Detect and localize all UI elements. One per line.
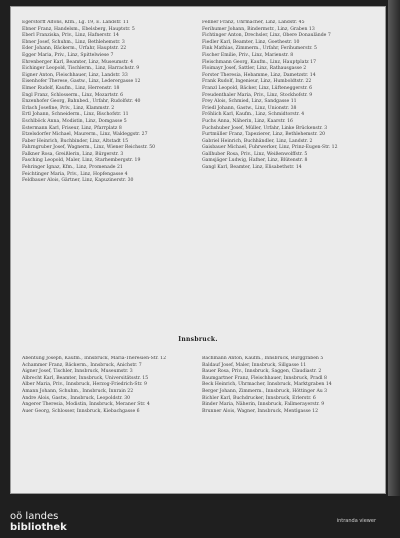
logo-line-2: bibliothek <box>10 522 67 533</box>
library-logo[interactable] <box>10 512 67 533</box>
directory-entry: Gaisbauer Michael, Fuhrwerker, Linz, Prinz-Eugen-Str. 12 <box>202 145 338 151</box>
directory-entry: Ertl Johann, Schneiderm., Linz, Bischofstr. 11 <box>22 112 129 118</box>
directory-entry: Fuchshuber Josef, Müller, Urfahr, Linke Brückenstr. 3 <box>202 125 328 131</box>
directory-entry: Forster Theresia, Hebamme, Linz, Dametzstr. 14 <box>202 72 316 78</box>
directory-entry: Engl Franz, Schlosserm., Linz, Mozartstr. 6 <box>22 92 124 98</box>
directory-entry: Baldauf Josef, Maler, Innsbruck, Sillgasse 11 <box>202 362 307 368</box>
directory-entry: Achammer Franz, Bäckerm., Innsbruck, Anichstr. 7 <box>22 362 142 368</box>
directory-entry: Faber Heinrich, Buchbinder, Linz, Altstadt 15 <box>22 138 129 144</box>
directory-entry: Angerer Theresia, Modistin, Innsbruck, Meraner Str. 4 <box>22 402 150 408</box>
directory-entry: Feldbauer Alois, Gärtner, Linz, Kapuzinerstr. 30 <box>22 178 134 184</box>
directory-entry: Eder Johann, Bäckerm., Urfahr, Hauptstr. 22 <box>22 46 127 52</box>
directory-entry: Fasching Leopold, Maler, Linz, Starhembergstr. 19 <box>22 158 141 164</box>
directory-entry: Bachmann Anton, Kaufm., Innsbruck, Burggraben 5 <box>202 356 324 361</box>
directory-entry: Albrecht Karl, Beamter, Innsbruck, Universitätsstr. 15 <box>22 375 149 381</box>
directory-entry: Gallhuber Rosa, Priv., Linz, Weißenwolffstr. 5 <box>202 151 308 157</box>
directory-entry: Fischer Emilie, Priv., Linz, Marienstr. 8 <box>202 52 294 58</box>
directory-entry: Fiedler Karl, Beamter, Linz, Goethestr. 10 <box>202 39 300 45</box>
directory-entry: Ehrenberger Karl, Beamter, Linz, Museumstr. 4 <box>22 59 134 65</box>
directory-entry: Fahrngruber Josef, Wagnerm., Linz, Wiener Reichsstr. 50 <box>22 145 156 151</box>
lower-columns <box>22 356 374 486</box>
directory-entry: Binder Maria, Näherin, Innsbruck, Fallmerayerstr. 9 <box>202 402 325 408</box>
directory-entry: Fuchs Anna, Näherin, Linz, Kaarstr. 16 <box>202 118 293 124</box>
directory-entry: Falkner Rosa, Greißlerin, Linz, Bürgerstr. 3 <box>22 151 124 157</box>
directory-entry: Fink Mathias, Zimmerm., Urfahr, Ferihumerstr. 5 <box>202 46 317 52</box>
directory-entry: Egger Maria, Priv., Linz, Spittelwiese 7 <box>22 52 114 58</box>
directory-entry: Gabriel Heinrich, Buchhändler, Linz, Landstr. 2 <box>202 138 313 144</box>
directory-entry: Feichtinger Maria, Priv., Linz, Hopfengasse 4 <box>22 171 128 177</box>
directory-entry: Fleischmann Georg, Kaufm., Linz, Hauptplatz 17 <box>202 59 317 65</box>
directory-entry: Eigner Anton, Fleischhauer, Linz, Landstr. 33 <box>22 72 128 78</box>
directory-entry: Abentung Joseph, Kaufm., Innsbruck, Maria-Theresien-Str. 12 <box>22 356 167 361</box>
directory-entry: Floimayr Josef, Sattler, Linz, Rathausgasse 2 <box>202 66 307 72</box>
directory-entry: Enzenhofer Georg, Bahnbed., Urfahr, Rudolfstr. 40 <box>22 99 141 105</box>
logo-line-1: oö landes <box>10 511 59 522</box>
directory-entry: Eisenhofer Therese, Gastw., Linz, Lederergasse 12 <box>22 79 141 85</box>
directory-entry: Gamsjäger Ludwig, Hafner, Linz, Blütenstr. 8 <box>202 158 308 164</box>
directory-entry: Fröhlich Karl, Kaufm., Linz, Schmidtorstr. 4 <box>202 112 305 118</box>
directory-entry: Frank Rudolf, Ingenieur, Linz, Humboldtstr. 22 <box>202 79 312 85</box>
directory-entry: Alber Maria, Priv., Innsbruck, Herzog-Friedrich-Str. 9 <box>22 382 147 388</box>
directory-entry: Furtmüller Franz, Tapezierer, Linz, Bethlehemstr. 20 <box>202 132 326 138</box>
directory-entry: Baumgartner Franz, Fleischhauer, Innsbruck, Pradl 8 <box>202 375 327 381</box>
directory-entry: Ferihumer Johann, Bindermstr., Linz, Graben 13 <box>202 26 315 32</box>
directory-entry: Fehringer Ignaz, Kfm., Linz, Promenade 21 <box>22 165 123 171</box>
section-heading: Innsbruck. <box>178 336 218 343</box>
directory-entry: Franzl Leopold, Bäcker, Linz, Lüfteneggerstr. 6 <box>202 85 313 91</box>
directory-entry: Fichtinger Anton, Drechsler, Linz, Obere Donaulände 7 <box>202 33 331 39</box>
directory-entry: Eschlböck Anna, Modistin, Linz, Domgasse 5 <box>22 118 127 124</box>
directory-entry: Estermann Karl, Friseur, Linz, Pfarrplatz 8 <box>22 125 122 131</box>
directory-entry: Frey Alois, Schmied, Linz, Sandgasse 11 <box>202 99 297 105</box>
directory-entry: Eichinger Leopold, Tischlerm., Linz, Harrachstr. 9 <box>22 66 140 72</box>
column-right-lower <box>202 356 374 486</box>
directory-entry: Berger Johann, Zimmerm., Innsbruck, Höttinger Au 3 <box>202 388 328 394</box>
directory-entry: Gangl Karl, Beamter, Linz, Elisabethstr. 14 <box>202 165 302 171</box>
directory-entry: Aigner Josef, Tischler, Innsbruck, Museumstr. 3 <box>22 369 133 375</box>
column-left-lower <box>22 356 194 486</box>
directory-entry: Etzelsdorfer Michael, Maurerm., Linz, Waldeggstr. 27 <box>22 132 148 138</box>
directory-entry: Auer Georg, Schlosser, Innsbruck, Kiebachgasse 6 <box>22 408 140 414</box>
directory-entry: Bichler Karl, Buchdrucker, Innsbruck, Erlerstr. 6 <box>202 395 316 401</box>
directory-entry: Elmer Rudolf, Kaufm., Linz, Herrenstr. 18 <box>22 85 120 91</box>
directory-entry: Bauer Rosa, Priv., Innsbruck, Saggen, Claudiastr. 2 <box>202 369 322 375</box>
directory-entry: Friedl Johann, Gastw., Linz, Unionstr. 38 <box>202 105 297 111</box>
directory-entry: Beck Heinrich, Uhrmacher, Innsbruck, Marktgraben 14 <box>202 382 332 388</box>
column-left-upper <box>22 20 194 330</box>
directory-entry: Fellner Franz, Uhrmacher, Linz, Landstr. 45 <box>202 20 305 25</box>
viewer-credit[interactable]: intranda viewer <box>336 518 376 524</box>
viewer-footer <box>0 496 400 538</box>
directory-entry: Erlach Josefine, Priv., Linz, Klammstr. 2 <box>22 105 115 111</box>
column-right-upper <box>202 20 374 330</box>
directory-entry: Egerstorff Alfons, Kfm., Lg. 19, E. Landstr. 11 <box>22 20 129 25</box>
book-spine <box>388 0 400 538</box>
directory-entry: Brunner Alois, Wagner, Innsbruck, Mentlgasse 12 <box>202 408 318 414</box>
directory-entry: Amann Johann, Schuhm., Innsbruck, Innrain 22 <box>22 388 134 394</box>
directory-entry: Eberl Franziska, Priv., Linz, Hafnerstr. 14 <box>22 33 119 39</box>
directory-entry: Andre Alois, Gastw., Innsbruck, Leopoldstr. 30 <box>22 395 131 401</box>
directory-entry: Freudenthaler Maria, Priv., Linz, Stockhofstr. 9 <box>202 92 313 98</box>
directory-entry: Ebner Josef, Schuhm., Linz, Bethlehemstr. 3 <box>22 39 125 45</box>
directory-entry: Ebner Franz, Handelsm., Ebelsberg, Hauptstr. 5 <box>22 26 135 32</box>
document-page <box>10 6 386 494</box>
upper-columns <box>22 20 374 330</box>
